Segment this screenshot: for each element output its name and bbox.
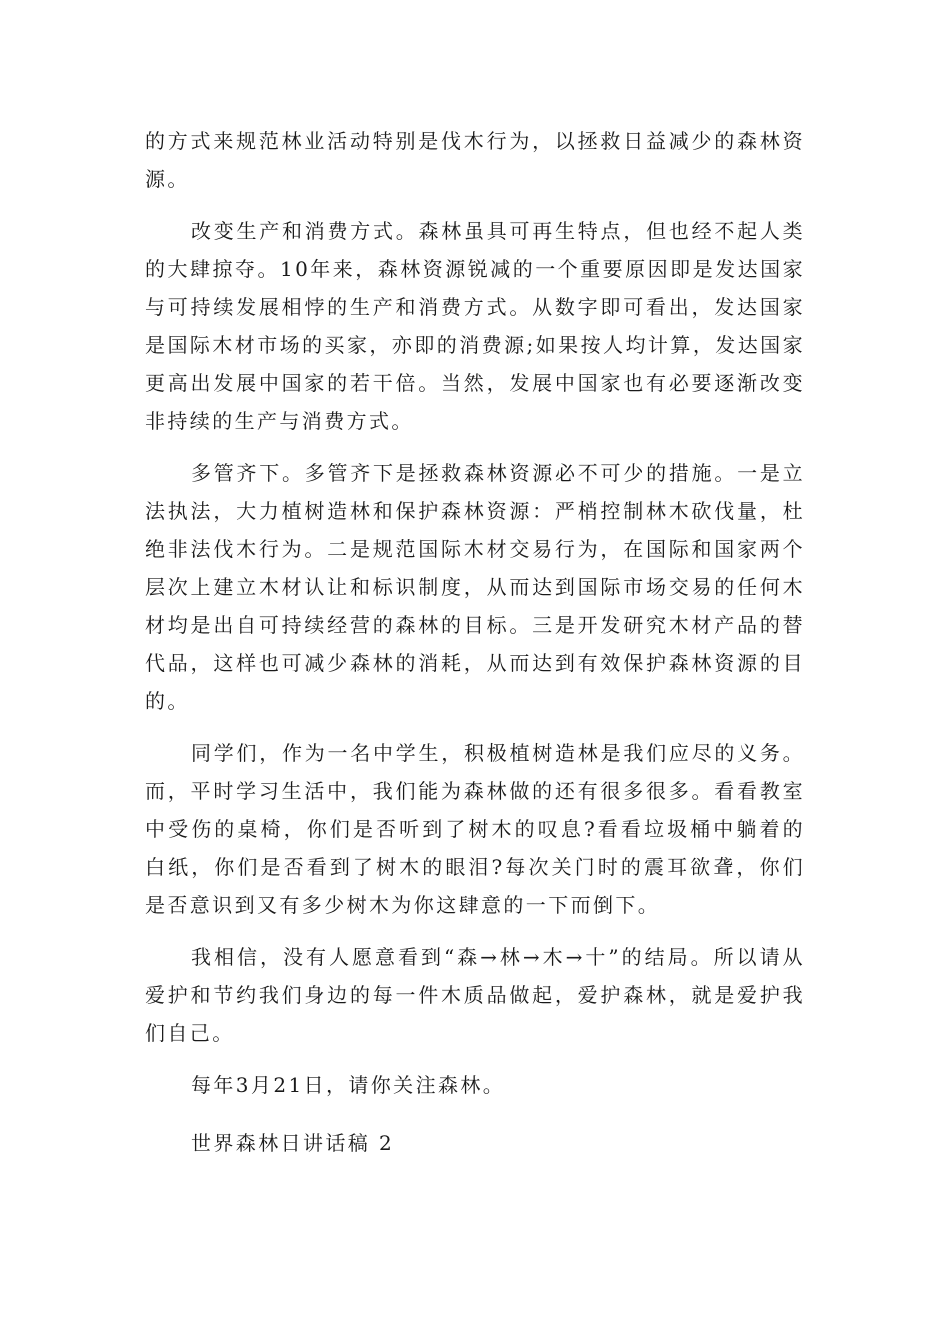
- section-heading: 世界森林日讲话稿 2: [191, 1131, 395, 1155]
- paragraph-continuation: 的方式来规范林业活动特别是伐木行为，以拯救日益减少的森林资源。: [145, 129, 805, 191]
- document-body: [145, 122, 805, 1182]
- paragraph-production-consumption: 改变生产和消费方式。森林虽具可再生特点，但也经不起人类的大肆掠夺。10年来，森林资源锐减的一个重要原因即是发达国家与可持续发展相悖的生产和消费方式。从数字即可看出，发达国家是国际木材市场的买家，亦即的消费源;如果按人均计算，发达国家更高出发展中国家的若干倍。当然，发展中国家也有必要逐渐改变非持续的生产与消费方式。: [145, 219, 805, 433]
- paragraph-students: 同学们，作为一名中学生，积极植树造林是我们应尽的义务。而，平时学习生活中，我们能为森林做的还有很多很多。看看教室中受伤的桌椅，你们是否听到了树木的叹息?看看垃圾桶中躺着的白纸，你们是否看到了树木的眼泪?每次关门时的震耳欲聋，你们是否意识到又有多少树木为你这肆意的一下而倒下。: [145, 741, 805, 917]
- paragraph-multi-measures: 多管齐下。多管齐下是拯救森林资源必不可少的措施。一是立法执法，大力植树造林和保护森林资源：严梢控制林木砍伐量，杜绝非法伐木行为。二是规范国际木材交易行为，在国际和国家两个层次上建立木材认让和标识制度，从而达到国际市场交易的任何木材均是出自可持续经营的森林的目标。三是开发研究木材产品的替代品，这样也可减少森林的消耗，从而达到有效保护森林资源的目的。: [145, 461, 805, 713]
- paragraph-belief: 我相信，没有人愿意看到“森→林→木→十”的结局。所以请从爱护和节约我们身边的每一件木质品做起，爱护森林，就是爱护我们自己。: [145, 945, 805, 1045]
- paragraph-forest-day: 每年3月21日，请你关注森林。: [191, 1073, 506, 1097]
